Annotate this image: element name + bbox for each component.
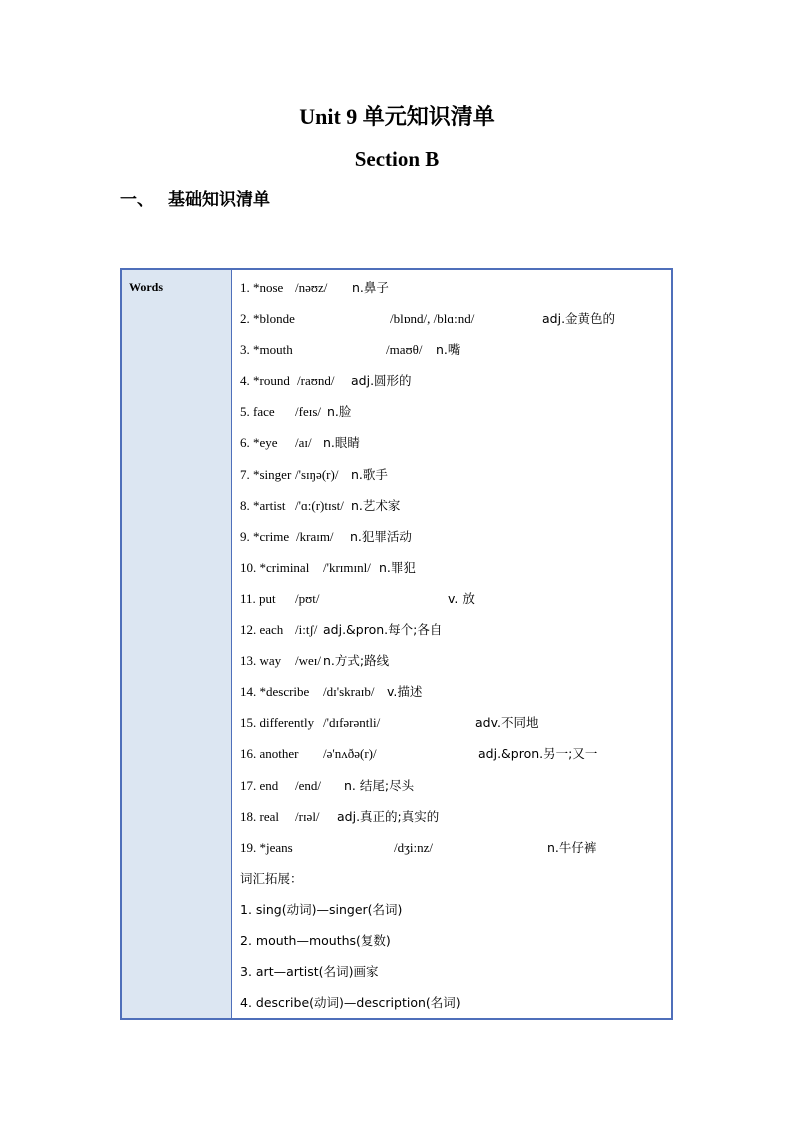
word-row — [240, 557, 671, 588]
word-row — [240, 743, 671, 774]
word: 5. face — [240, 404, 275, 420]
phonetic: /'dɪfərəntli/ — [323, 715, 381, 731]
extension-item: 1. sing(动词)—singer(名词) — [240, 901, 403, 917]
extension-title: 词汇拓展： — [240, 870, 303, 886]
word-row — [240, 681, 671, 712]
word-row — [240, 775, 671, 806]
phonetic: /'krɪmɪnl/ — [323, 559, 371, 575]
phonetic: /'ɑ:(r)tɪst/ — [295, 497, 344, 513]
word: 11. put — [240, 590, 276, 606]
phonetic: /kraɪm/ — [296, 528, 334, 544]
phonetic: /'sɪŋə(r)/ — [295, 466, 339, 482]
section-heading — [120, 186, 270, 214]
word: 9. *crime — [240, 528, 290, 544]
page-subtitle: Section B — [354, 147, 440, 171]
word-row — [240, 308, 671, 339]
section-number: 一、 — [120, 190, 154, 210]
meaning: n.犯罪活动 — [350, 528, 412, 544]
word-row — [240, 432, 671, 463]
word: 3. *mouth — [240, 342, 293, 358]
word-row — [240, 837, 671, 868]
phonetic: /weɪ/ — [295, 653, 321, 669]
phonetic: /raʊnd/ — [297, 373, 335, 389]
meaning: n.眼睛 — [323, 435, 360, 451]
word-row — [240, 619, 671, 650]
table-label-cell — [122, 270, 232, 1018]
word-row — [240, 588, 671, 619]
meaning: adj.圆形的 — [351, 373, 412, 389]
word: 18. real — [240, 808, 279, 824]
meaning: n.罪犯 — [379, 559, 416, 575]
meaning: v. 放 — [448, 590, 475, 606]
meaning: adv.不同地 — [475, 715, 539, 731]
phonetic: /blɒnd/, /blɑ:nd/ — [390, 311, 475, 327]
meaning: v.描述 — [387, 684, 423, 700]
word-row — [240, 277, 671, 308]
phonetic: /nəʊz/ — [295, 280, 328, 295]
word-row — [240, 712, 671, 743]
meaning: adj.真正的;真实的 — [337, 808, 440, 824]
phonetic: /ə'nʌðə(r)/ — [323, 746, 377, 762]
word-row — [240, 401, 671, 432]
phonetic: /pʊt/ — [295, 590, 320, 606]
word-row — [240, 464, 671, 495]
page-title: Unit 9 单元知识清单 — [299, 104, 495, 129]
word-row — [240, 806, 671, 837]
word-row — [240, 526, 671, 557]
phonetic: /maʊθ/ — [386, 342, 423, 358]
word: 12. each — [240, 622, 284, 638]
meaning: n.歌手 — [351, 466, 388, 482]
phonetic: /feɪs/ — [295, 404, 321, 420]
word: 15. differently — [240, 715, 315, 731]
meaning: n.艺术家 — [351, 497, 401, 513]
meaning: adj.&pron.另一;又一 — [478, 746, 598, 762]
meaning: n.嘴 — [436, 342, 461, 358]
phonetic: /rɪəl/ — [295, 808, 320, 824]
word: 4. *round — [240, 373, 290, 389]
phonetic: /dɪ'skraɪb/ — [323, 684, 375, 700]
word: 13. way — [240, 653, 282, 669]
word-row — [240, 339, 671, 370]
word-row — [240, 495, 671, 526]
table-content-cell — [232, 270, 671, 1018]
word: 14. *describe — [240, 684, 310, 700]
word-row — [240, 650, 671, 681]
meaning: n. 结尾;尽头 — [344, 777, 415, 793]
phonetic: /i:tʃ/ — [295, 622, 318, 638]
meaning: n.鼻子 — [352, 280, 389, 295]
meaning: n.牛仔裤 — [547, 839, 597, 855]
meaning: n.方式;路线 — [323, 653, 390, 669]
table-label: Words — [129, 280, 164, 294]
extension-item: 3. art—artist(名词)画家 — [240, 964, 379, 980]
meaning: adj.&pron.每个;各自 — [323, 622, 443, 638]
word: 1. *nose — [240, 280, 284, 295]
meaning: n.脸 — [327, 404, 352, 420]
section-heading-text: 基础知识清单 — [168, 190, 270, 210]
word: 7. *singer — [240, 466, 292, 482]
phonetic: /dʒi:nz/ — [394, 839, 433, 855]
extension-item: 4. describe(动词)—description(名词) — [240, 995, 461, 1011]
word: 8. *artist — [240, 497, 286, 513]
word: 2. *blonde — [240, 311, 295, 327]
word: 16. another — [240, 746, 299, 762]
word: 19. *jeans — [240, 839, 293, 855]
phonetic: /end/ — [295, 777, 321, 793]
word-row — [240, 370, 671, 401]
word: 17. end — [240, 777, 279, 793]
meaning: adj.金黄色的 — [542, 311, 616, 327]
vocabulary-table — [120, 268, 673, 1020]
word: 10. *criminal — [240, 559, 310, 575]
phonetic: /aɪ/ — [295, 435, 312, 451]
word: 6. *eye — [240, 435, 278, 451]
extension-item: 2. mouth—mouths(复数) — [240, 932, 391, 948]
